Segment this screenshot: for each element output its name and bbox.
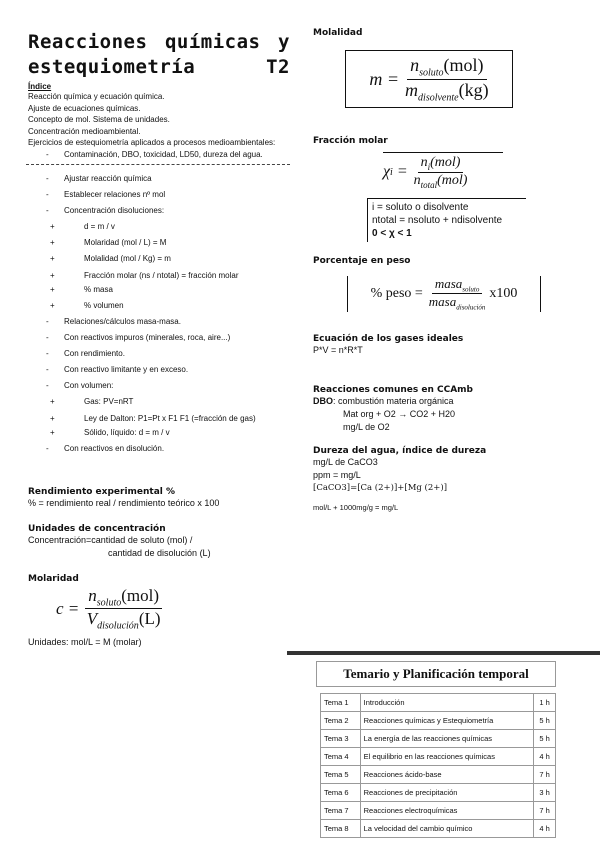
table-row [321,820,556,838]
index-item: Ejercicios de estequiometría aplicados a procesos medioambientales: [28,138,276,147]
contenido-cell: Reacciones electroquímicas [360,802,533,820]
contenido-cell: Reacciones ácido-base [360,766,533,784]
formula-denominator [405,80,489,104]
outline-subitem: + % volumen [28,298,290,314]
outline-sublist [28,219,290,314]
formula-fraction [414,155,468,190]
horas-cell: 5 h [534,712,556,730]
formula-symbol: n [88,586,97,605]
horas-cell: 4 h [534,820,556,838]
formula-numerator [407,55,486,80]
formula-unit: (mol) [443,54,484,75]
formula-fraction [429,276,486,312]
temario-table [320,693,556,838]
horas-cell: 4 h [534,748,556,766]
formula-unit: (mol) [430,155,461,170]
table-row [321,730,556,748]
tema-cell: Tema 4 [321,748,361,766]
topic-number: T2 [266,56,290,78]
gases-formula: P*V = n*R*T [313,344,363,355]
tema-cell: Tema 6 [321,784,361,802]
outline-subitem: + Fracción molar (ns / ntotal) = fracción molar [28,267,290,282]
formula-unit: (L) [138,609,161,629]
molalidad-formula [345,50,513,108]
outline-item: - Con rendimiento. [28,346,290,362]
index-item: Ajuste de ecuaciones químicas. [28,103,141,113]
formula-factor: x100 [489,285,518,301]
dbo-label: DBO [313,395,333,406]
outline-sublist [28,394,290,441]
formula-fraction [85,586,162,632]
formula-subscript: soluto [96,597,122,609]
formula-subscript: disolvente [418,92,459,104]
outline-item [28,203,290,314]
porcentaje-heading: Porcentaje en peso [313,255,411,266]
outline-list [28,171,290,457]
index-item: Concepto de mol. Sistema de unidades. [28,115,170,124]
contenido-cell: Introducción [360,694,533,712]
title-word: químicas [164,31,261,53]
tema-cell: Tema 7 [321,802,361,820]
formula-fraction [405,55,489,103]
dbo-line [313,395,575,408]
formula-symbol: n [413,172,421,188]
fraccion-note: 0 < χ < 1 [372,227,412,239]
formula-symbol: n [420,155,428,170]
rendimiento-formula: % = rendimiento real / rendimiento teórico x 100 [28,498,220,508]
ccamb-heading: Reacciones comunes en CCAmb [313,384,473,395]
outline-subitem: + Ley de Dalton: P1=Pt x F1 F1 (=fracción de gas) [28,410,290,425]
unidades-heading: Unidades de concentración [28,524,166,534]
outline-subitem: + % masa [28,282,290,298]
title-word: Reacciones [28,31,148,53]
formula-unit: (mol) [437,172,468,188]
dureza-line: [CaCO3]=[Ca (2+)]+[Mg (2+)] [313,482,448,493]
outline-item: - Con reactivos en disolución. [28,441,290,457]
index-item: Concentración medioambiental. [28,126,141,136]
formula-denominator [429,294,486,312]
index-item: Reacción química y ecuación química. [28,92,165,101]
dbo-text: : combustión materia orgánica [333,395,454,406]
dbo-unit: mg/L de O2 [343,421,390,432]
outline-item: - Relaciones/cálculos masa-masa. [28,314,290,330]
formula-numerator [432,276,483,295]
horas-cell: 1 h [534,694,556,712]
title-word: y [278,31,290,53]
formula-subscript: soluto [419,67,444,79]
table-row [321,694,556,712]
unidades-line1: Concentración=cantidad de soluto (mol) / [28,535,193,545]
fraccion-note: ntotal = nsoluto + ndisolvente [372,214,503,226]
molalidad-heading: Molalidad [313,28,363,38]
formula-unit: (kg) [458,79,489,100]
porcentaje-formula [347,276,541,312]
formula-symbol: n [410,54,420,75]
formula-subscript: i [390,166,393,178]
outline-item [28,378,290,441]
tema-cell: Tema 5 [321,766,361,784]
index-subitem-text: Contaminación, DBO, toxicidad, LD50, dureza del agua. [64,149,263,159]
temario-top-bar [287,651,600,655]
formula-symbol: m [405,79,419,100]
gases-heading: Ecuación de los gases ideales [313,333,464,344]
formula-symbol: masa [434,275,463,291]
outline-item: - Con reactivo limitante y en exceso. [28,362,290,378]
molaridad-heading: Molaridad [28,574,79,584]
formula-subscript: disolución [456,303,486,312]
formula-equals: = [396,163,408,181]
outline-item: - Establecer relaciones nº mol [28,187,290,203]
rendimiento-heading: Rendimiento experimental % [28,487,176,497]
formula-symbol: V [86,609,98,629]
formula-unit: (mol) [121,586,160,605]
contenido-cell: La velocidad del cambio químico [360,820,533,838]
formula-numerator [418,155,464,173]
formula-lhs: c = [56,598,80,618]
formula-subscript: soluto [462,285,480,294]
right-column [313,28,575,512]
divider [26,164,290,165]
formula-numerator [85,586,162,609]
fraccion-formula [383,152,503,190]
unidades-line2: cantidad de disolución (L) [108,548,211,558]
formula-lhs: m = [369,68,400,89]
formula-lhs: χ [383,163,391,181]
table-row [321,748,556,766]
page-title-line2 [28,55,290,80]
dureza-line: ppm = mg/L [313,469,361,480]
outline-subitem: + Molaridad (mol / L) = M [28,235,290,251]
contenido-cell: La energía de las reacciones químicas [360,730,533,748]
tema-cell: Tema 3 [321,730,361,748]
horas-cell: 7 h [534,802,556,820]
outline-subitem: + Molalidad (mol / Kg) = m [28,251,290,267]
left-column [28,30,290,649]
table-row [321,784,556,802]
outline-subitem: + d = m / v [28,219,290,235]
formula-subscript: i [427,161,431,172]
formula-subscript: disolución [97,620,139,632]
dbo-reaction: Mat org + O2 → CO2 + H20 [343,408,456,419]
molaridad-units: Unidades: mol/L = M (molar) [28,636,142,647]
formula-denominator [414,173,468,190]
tema-cell: Tema 1 [321,694,361,712]
horas-cell: 5 h [534,730,556,748]
table-row [321,802,556,820]
index-list [28,91,290,160]
dureza-heading: Dureza del agua, índice de dureza [313,445,487,456]
tema-cell: Tema 2 [321,712,361,730]
temario-panel [300,661,592,846]
dureza-line: mol/L + 1000mg/g = mg/L [313,502,399,512]
contenido-cell: Reacciones de precipitación [360,784,533,802]
outline-item-text: Con volumen: [64,381,114,390]
outline-item: - Ajustar reacción química [28,171,290,187]
formula-subscript: total [420,179,438,190]
outline-subitem: + Gas: PV=nRT [28,394,290,410]
outline-item-text: Concentración disoluciones: [64,206,165,215]
outline-subitem: + Sólido, líquido: d = m / v [28,425,290,441]
temario-table-body [321,694,556,838]
contenido-cell: El equilibrio en las reacciones químicas [360,748,533,766]
molaridad-formula [28,586,290,632]
formula-denominator [87,609,161,631]
contenido-cell: Reacciones químicas y Estequiometría [360,712,533,730]
page-title-line1 [28,30,290,55]
fraccion-notes [367,198,526,242]
temario-title: Temario y Planificación temporal [316,661,556,687]
title-word: estequiometría [28,56,196,78]
index-subitem: - Contaminación, DBO, toxicidad, LD50, dureza del agua. [46,149,263,159]
index-heading: Índice [28,82,52,91]
fraccion-note: i = soluto o disolvente [372,201,469,213]
outline-item: - Con reactivos impuros (minerales, roca, aire...) [28,330,290,346]
table-row [321,766,556,784]
tema-cell: Tema 8 [321,820,361,838]
fraccion-heading: Fracción molar [313,136,388,146]
formula-symbol: masa [428,294,457,310]
formula-lhs: % peso = [370,285,423,301]
horas-cell: 3 h [534,784,556,802]
table-row [321,712,556,730]
dureza-line: mg/L de CaCO3 [313,456,378,467]
horas-cell: 7 h [534,766,556,784]
